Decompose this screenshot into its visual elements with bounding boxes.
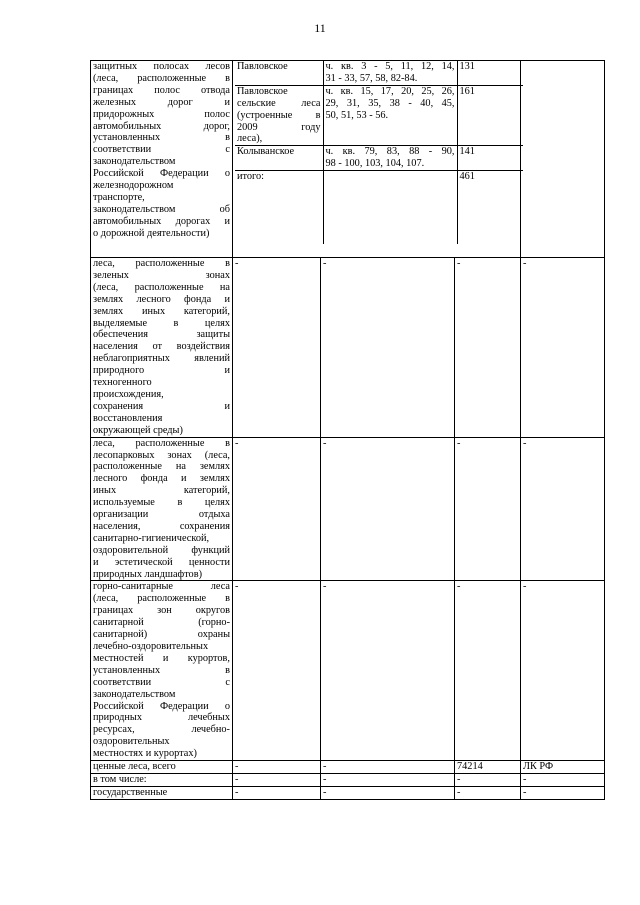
text-line: ч. кв. 79, 83, 88 - 90, [325,146,455,158]
text-line: горно-санитарные леса [93,581,230,593]
category-cell [91,581,233,761]
forestry-name [235,171,323,245]
table-row [91,786,605,799]
text-line: придорожных полос [93,108,230,120]
text-line: местностях и курортах) [93,748,197,760]
note-cell [521,61,605,258]
text-line: расположенные на землях [93,461,230,473]
forestry-cell: - [233,761,321,774]
text-line: лесопарковых зонах (леса, [93,449,230,461]
area-cell: 161 [457,85,523,146]
text-line: леса), [237,133,263,145]
area-cell: 141 [457,146,523,171]
note-cell: - [521,581,605,761]
text-line: выделяемые в целях [93,317,230,329]
text-line: окружающей среды) [93,424,183,436]
text-line: ч. кв. 15, 17, 20, 25, 26, [325,85,455,97]
text-line: Колыванское [237,146,295,158]
text-line: 31 - 33, 57, 58, 82-84. [325,72,418,84]
category-text [93,61,230,240]
table-row [235,85,523,146]
area-cell: - [455,437,521,581]
text-line: используемые в целях [93,497,230,509]
text-line: землях лесного фонда и [93,293,230,305]
text-line: Российской Федерации о [93,700,230,712]
quarters-cell: - [321,773,455,786]
area-cell: - [455,581,521,761]
category-cell [91,437,233,581]
text-line: установленных в [93,664,230,676]
area-cell: 74214 [455,761,521,774]
text-line: санитарной (горно- [93,617,230,629]
text-line: 98 - 100, 103, 104, 107. [325,158,425,170]
text-line: природных ландшафтов) [93,568,202,580]
text-line: границах полос отвода [93,84,230,96]
category-text [93,581,230,760]
text-line: железных дорог и [93,96,230,108]
text-line: лечебно-оздоровительных [93,641,209,652]
text-line: неблагоприятных явлений [93,353,230,365]
text-line: природного и [93,365,230,377]
category-cell [91,258,233,438]
category-cell: ценные леса, всего [91,761,233,774]
forestry-cell: - [233,437,321,581]
text-line: 2009 году [237,121,321,133]
text-line: населения, сохранения [93,520,230,532]
area-cell: - [455,773,521,786]
quarters-cell: - [321,581,455,761]
note-cell: - [521,773,605,786]
forestry-cell: - [233,258,321,438]
text-line: автомобильных дорог, [93,120,230,132]
text-line: иных категорий, [93,485,230,497]
table-row [91,581,605,761]
text-line: границах зон округов [93,605,230,617]
forest-table [90,60,605,800]
area-cell: 461 [457,171,523,245]
forestry-subtable-cell [233,61,521,258]
category-cell: государственные [91,786,233,799]
quarters-cell: - [321,786,455,799]
text-line: местностей и курортов, [93,652,230,664]
page-number: 11 [314,21,326,35]
text-line: сохранения и [93,400,230,412]
table-row [91,773,605,786]
text-line: 50, 51, 53 - 56. [325,109,389,121]
text-line: землях иных категорий, [93,305,230,317]
table-row [235,171,523,245]
text-line: законодательством [93,156,176,168]
forestry-cell: - [233,786,321,799]
quarters-cell [323,171,457,245]
text-line: лесного фонда и землях [93,473,230,485]
area-cell: - [455,786,521,799]
quarters-cell [323,85,457,146]
forestry-cell: - [233,581,321,761]
text-line: техногенного [93,377,152,389]
note-cell: - [521,786,605,799]
text-line: санитарной) охраны [93,629,230,641]
text-line: железнодорожном [93,180,174,192]
text-line: сельские леса [237,97,321,109]
forestry-name [235,61,323,85]
category-cell: в том числе: [91,773,233,786]
forestry-name [235,146,323,171]
text-line: санитарно-гигиенической, [93,532,210,544]
text-line: законодательством [93,688,176,700]
table-row [91,61,605,258]
text-line: (леса, расположенные в [93,593,230,605]
quarters-cell [323,61,457,85]
text-line: восстановления [93,412,163,424]
text-line: (леса, расположенные в [93,72,230,84]
text-line: обеспечения защиты [93,329,230,341]
area-cell: - [455,258,521,438]
text-line: 29, 31, 35, 38 - 40, 45, [325,97,455,109]
text-line: (устроенные в [237,109,321,121]
table-row [91,437,605,581]
text-line: населения от воздействия [93,341,230,353]
text-line: итого: [237,171,264,183]
text-line: и эстетической ценности [93,556,230,568]
quarters-cell [323,146,457,171]
text-line: Павловское [237,61,288,72]
text-line: (леса, расположенные на [93,281,230,293]
forestry-cell: - [233,773,321,786]
text-line: оздоровительных [93,736,170,748]
table-row [235,146,523,171]
text-line: ч. кв. 3 - 5, 11, 12, 14, [325,61,455,72]
category-text [93,258,230,437]
text-line: защитных полосах лесов [93,61,230,72]
text-line: Российской Федерации о [93,168,230,180]
quarters-cell: - [321,761,455,774]
forestry-subtable [235,61,523,244]
text-line: организации отдыха [93,509,230,521]
table-row [91,258,605,438]
text-line: природных лечебных [93,712,230,724]
forestry-name [235,85,323,146]
text-line: законодательством об [93,203,230,215]
text-line: о дорожной деятельности) [93,227,210,239]
text-line: леса, расположенные в [93,437,230,449]
area-cell: 131 [457,61,523,85]
text-line: происхождения, [93,388,164,400]
text-line: ресурсах, лечебно- [93,724,230,736]
text-line: Павловское [237,85,288,97]
note-cell: ЛК РФ [521,761,605,774]
text-line: леса, расположенные в [93,258,230,269]
text-line: установленных в [93,132,230,144]
category-text [93,438,230,581]
quarters-cell: - [321,258,455,438]
text-line: транспорте, [93,191,145,203]
text-line: автомобильных дорогах и [93,215,230,227]
table-row [235,61,523,85]
text-line: зеленых зонах [93,269,230,281]
table-row [91,761,605,774]
text-line: оздоровительной функций [93,544,230,556]
note-cell: - [521,258,605,438]
text-line: соответствии с [93,676,230,688]
text-line: соответствии с [93,144,230,156]
note-cell: - [521,437,605,581]
category-cell [91,61,233,258]
quarters-cell: - [321,437,455,581]
